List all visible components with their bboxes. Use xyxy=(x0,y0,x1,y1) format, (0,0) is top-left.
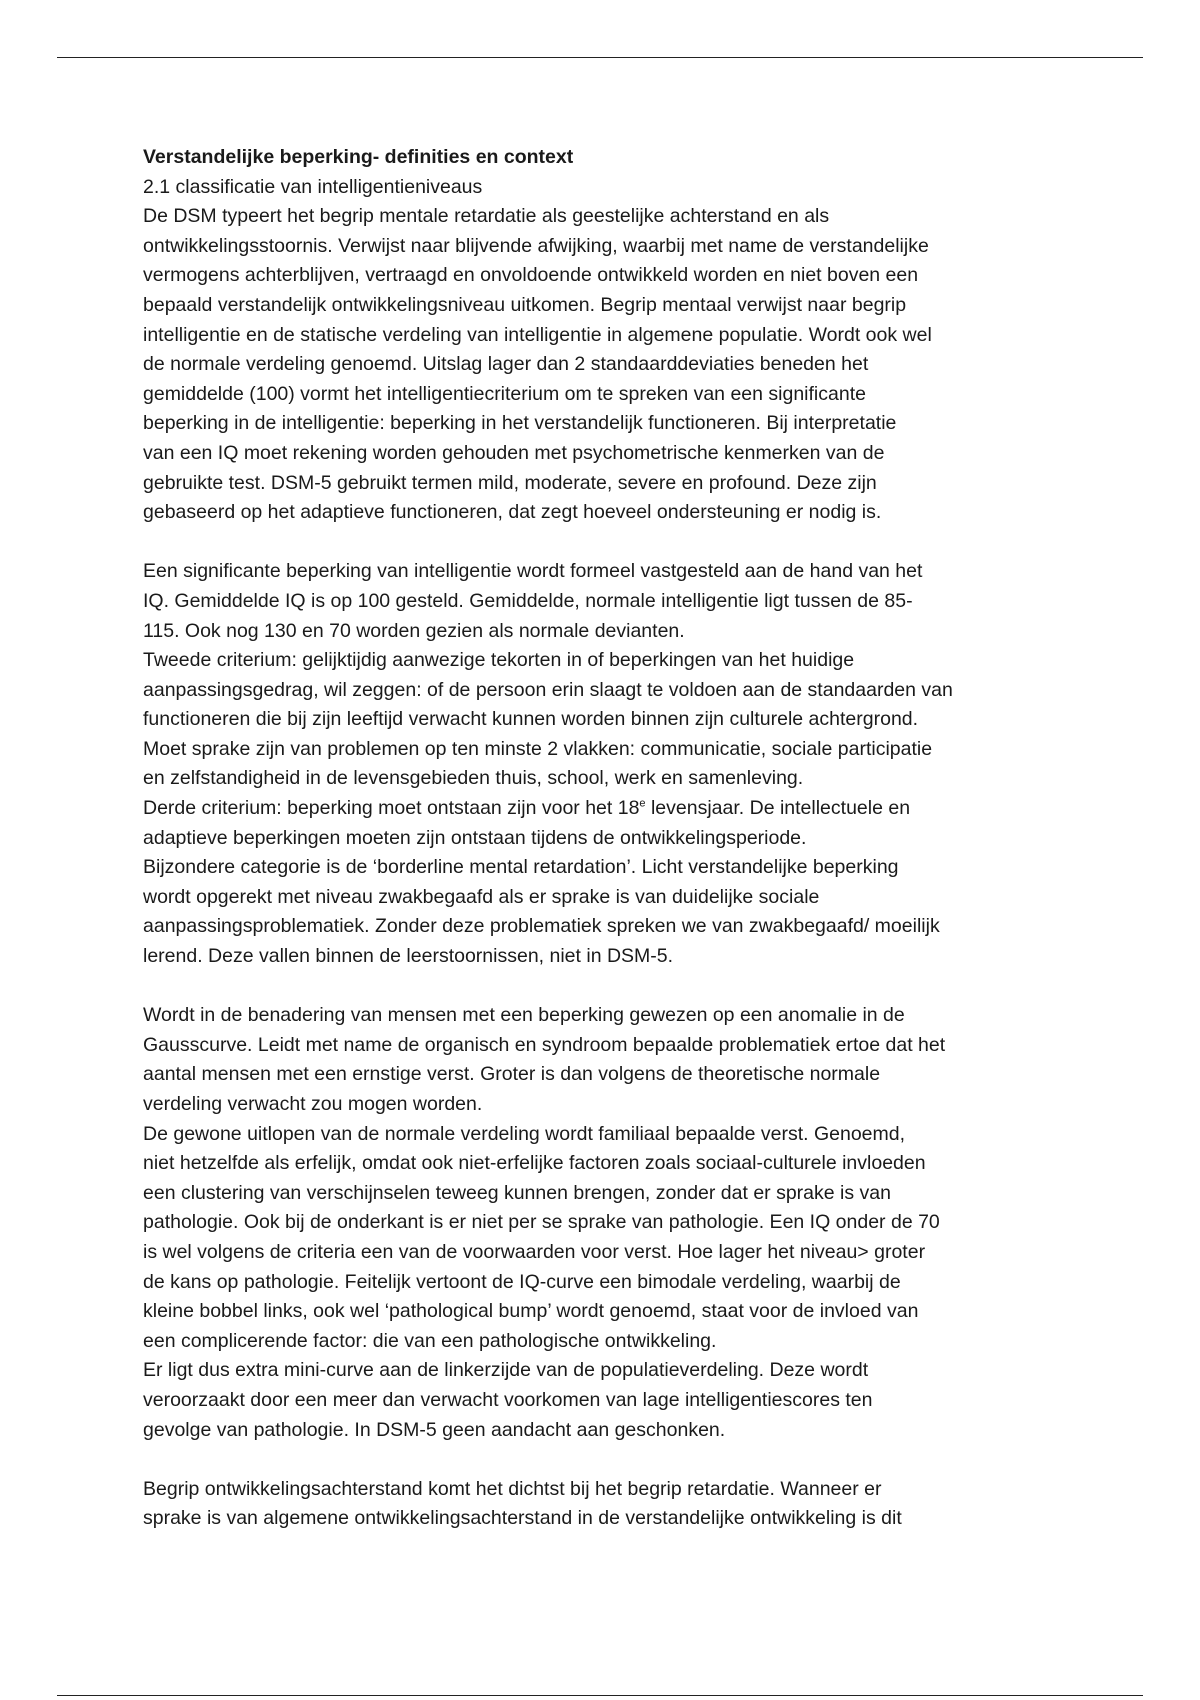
paragraph-2: Een significante beperking van intelligentie wordt formeel vastgesteld aan de hand van het IQ. Gemiddelde IQ is op 100 gesteld. Gemiddelde, normale intelligentie ligt tussen de 85- 115. Ook nog 130 en 70 worden gezien als normale devianten. xyxy=(143,560,923,642)
paragraph-4-end: levensjaar. De intellectuele en adaptieve beperkingen moeten zijn ontstaan tijdens de ontwikkelingsperiode. xyxy=(143,797,911,849)
paragraph-4 xyxy=(143,794,1073,853)
paragraph-1: De DSM typeert het begrip mentale retardatie als geestelijke achterstand en als ontwikkelingsstoornis. Verwijst naar blijvende afwijking, waarbij met name de verstandelijke vermogens achterblijven, vertraagd en onvoldoende ontwikkeld worden en niet boven een bepaald verstandelijk ontwikkelingsniveau uitkomen. Begrip mentaal verwijst naar begrip intelligentie en de statische verdeling van intelligentie in algemene populatie. Wordt ook wel de normale verdeling genoemd. Uitslag lager dan 2 standaarddeviaties beneden het gemiddelde (100) vormt het intelligentiecriterium om te spreken van een significante beperking in de intelligentie: beperking in het verstandelijk functioneren. Bij interpretatie van een IQ moet rekening worden gehouden met psychometrische kenmerken van de gebruikte test. DSM-5 gebruikt termen mild, moderate, severe en profound. Deze zijn gebaseerd op het adaptieve functioneren, dat zegt hoeveel ondersteuning er nodig is. xyxy=(143,205,932,524)
paragraph-gap xyxy=(143,972,1073,1002)
ordinal-superscript: e xyxy=(639,797,646,810)
document-body xyxy=(143,143,1073,1534)
paragraph-gap xyxy=(143,1445,1073,1475)
paragraph-gap xyxy=(143,528,1073,558)
paragraph-7: De gewone uitlopen van de normale verdeling wordt familiaal bepaalde verst. Genoemd, niet hetzelfde als erfelijk, omdat ook niet-erfelijke factoren zoals sociaal-culturele invloeden een clustering van verschijnselen teweeg kunnen brengen, zonder dat er sprake is van pathologie. Ook bij de onderkant is er niet per se sprake van pathologie. Een IQ onder de 70 is wel volgens de criteria een van de voorwaarden voor verst. Hoe lager het niveau> groter de kans op pathologie. Feitelijk vertoont de IQ-curve een bimodale verdeling, waarbij de kleine bobbel links, ook wel ‘pathological bump’ wordt genoemd, staat voor de invloed van een complicerende factor: die van een pathologische ontwikkeling. xyxy=(143,1122,940,1352)
paragraph-5: Bijzondere categorie is de ‘borderline mental retardation’. Licht verstandelijke beperking wordt opgerekt met niveau zwakbegaafd als er sprake is van duidelijke sociale aanpassingsproblematiek. Zonder deze problematiek spreken we van zwakbegaafd/ moeilijk lerend. Deze vallen binnen de leerstoornissen, niet in DSM-5. xyxy=(143,856,940,968)
paragraph-4-start: Derde criterium: beperking moet ontstaan zijn voor het 18 xyxy=(143,797,640,820)
paragraph-8: Er ligt dus extra mini-curve aan de linkerzijde van de populatieverdeling. Deze wordt veroorzaakt door een meer dan verwacht voorkomen van lage intelligentiescores ten gevolge van pathologie. In DSM-5 geen aandacht aan geschonken. xyxy=(143,1359,873,1441)
paragraph-6: Wordt in de benadering van mensen met een beperking gewezen op een anomalie in de Gausscurve. Leidt met name de organisch en syndroom bepaalde problematiek ertoe dat het aantal mensen met een ernstige verst. Groter is dan volgens de theoretische normale verdeling verwacht zou mogen worden. xyxy=(143,1004,946,1115)
header-rule xyxy=(57,57,1143,58)
footer-rule xyxy=(57,1695,1143,1696)
paragraph-9: Begrip ontwikkelingsachterstand komt het dichtst bij het begrip retardatie. Wanneer er sprake is van algemene ontwikkelingsachterstand in de verstandelijke ontwikkeling is dit xyxy=(143,1477,902,1530)
paragraph-3: Tweede criterium: gelijktijdig aanwezige tekorten in of beperkingen van het huidige aanpassingsgedrag, wil zeggen: of de persoon erin slaagt te voldoen aan de standaarden van functioneren die bij zijn leeftijd verwacht kunnen worden binnen zijn culturele achtergrond. Moet sprake zijn van problemen op ten minste 2 vlakken: communicatie, sociale participatie en zelfstandigheid in de levensgebieden thuis, school, werk en samenleving. xyxy=(143,649,953,790)
document-title: Verstandelijke beperking- definities en context xyxy=(143,146,574,168)
section-heading: 2.1 classificatie van intelligentieniveaus xyxy=(143,175,483,198)
